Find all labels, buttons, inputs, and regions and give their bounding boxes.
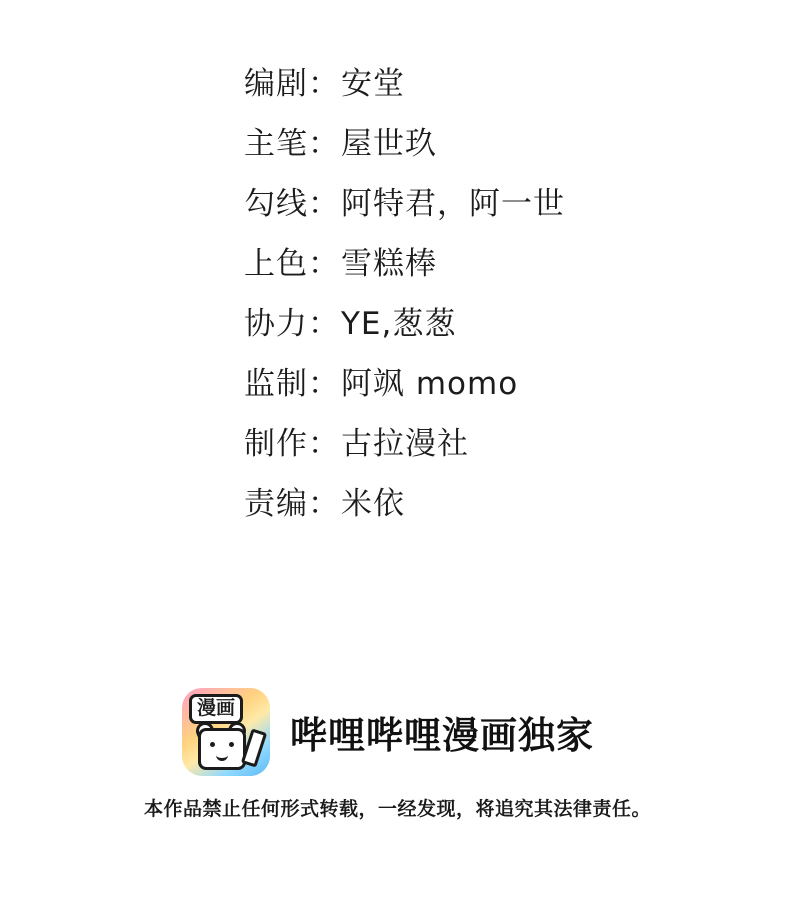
credit-role: 主笔 bbox=[244, 126, 308, 162]
credit-role: 编剧 bbox=[244, 66, 308, 102]
credit-role: 制作 bbox=[244, 426, 308, 462]
credit-separator: ： bbox=[308, 306, 339, 342]
credit-name: 安堂 bbox=[341, 66, 405, 102]
credit-separator: ： bbox=[308, 426, 339, 462]
manga-tag-label: 漫画 bbox=[189, 694, 243, 724]
credit-role: 上色 bbox=[244, 246, 308, 282]
mascot-mouth-icon bbox=[216, 752, 228, 761]
credit-name: YE,葱葱 bbox=[341, 306, 457, 342]
credit-name: 阿特君，阿一世 bbox=[341, 186, 565, 222]
brand-text: 哔哩哔哩漫画独家 bbox=[290, 714, 594, 757]
credit-separator: ： bbox=[308, 246, 339, 282]
credit-row bbox=[244, 122, 724, 166]
credit-role: 勾线 bbox=[244, 186, 308, 222]
credit-row bbox=[244, 482, 724, 526]
credit-separator: ： bbox=[308, 126, 339, 162]
credit-row bbox=[244, 362, 724, 406]
credit-name: 阿飒 momo bbox=[341, 366, 519, 402]
credit-role: 协力 bbox=[244, 306, 308, 342]
credit-row bbox=[244, 422, 724, 466]
credit-separator: ： bbox=[308, 366, 339, 402]
credit-role: 监制 bbox=[244, 366, 308, 402]
credits-list bbox=[244, 62, 724, 542]
copyright-disclaimer: 本作品禁止任何形式转载，一经发现，将追究其法律责任。 bbox=[143, 798, 651, 820]
credit-row bbox=[244, 62, 724, 106]
credit-name: 雪糕棒 bbox=[341, 246, 437, 282]
credit-row bbox=[244, 182, 724, 226]
credit-separator: ： bbox=[308, 66, 339, 102]
mascot-face-icon bbox=[198, 728, 246, 770]
credit-name: 米依 bbox=[341, 486, 405, 522]
credit-role: 责编 bbox=[244, 486, 308, 522]
credit-name: 古拉漫社 bbox=[341, 426, 469, 462]
credit-row bbox=[244, 302, 724, 346]
credit-row bbox=[244, 242, 724, 286]
bilibili-manga-app-icon bbox=[182, 688, 270, 776]
brand-block bbox=[182, 688, 594, 776]
credit-name: 屋世玖 bbox=[341, 126, 437, 162]
credit-separator: ： bbox=[308, 486, 339, 522]
credit-separator: ： bbox=[308, 186, 339, 222]
